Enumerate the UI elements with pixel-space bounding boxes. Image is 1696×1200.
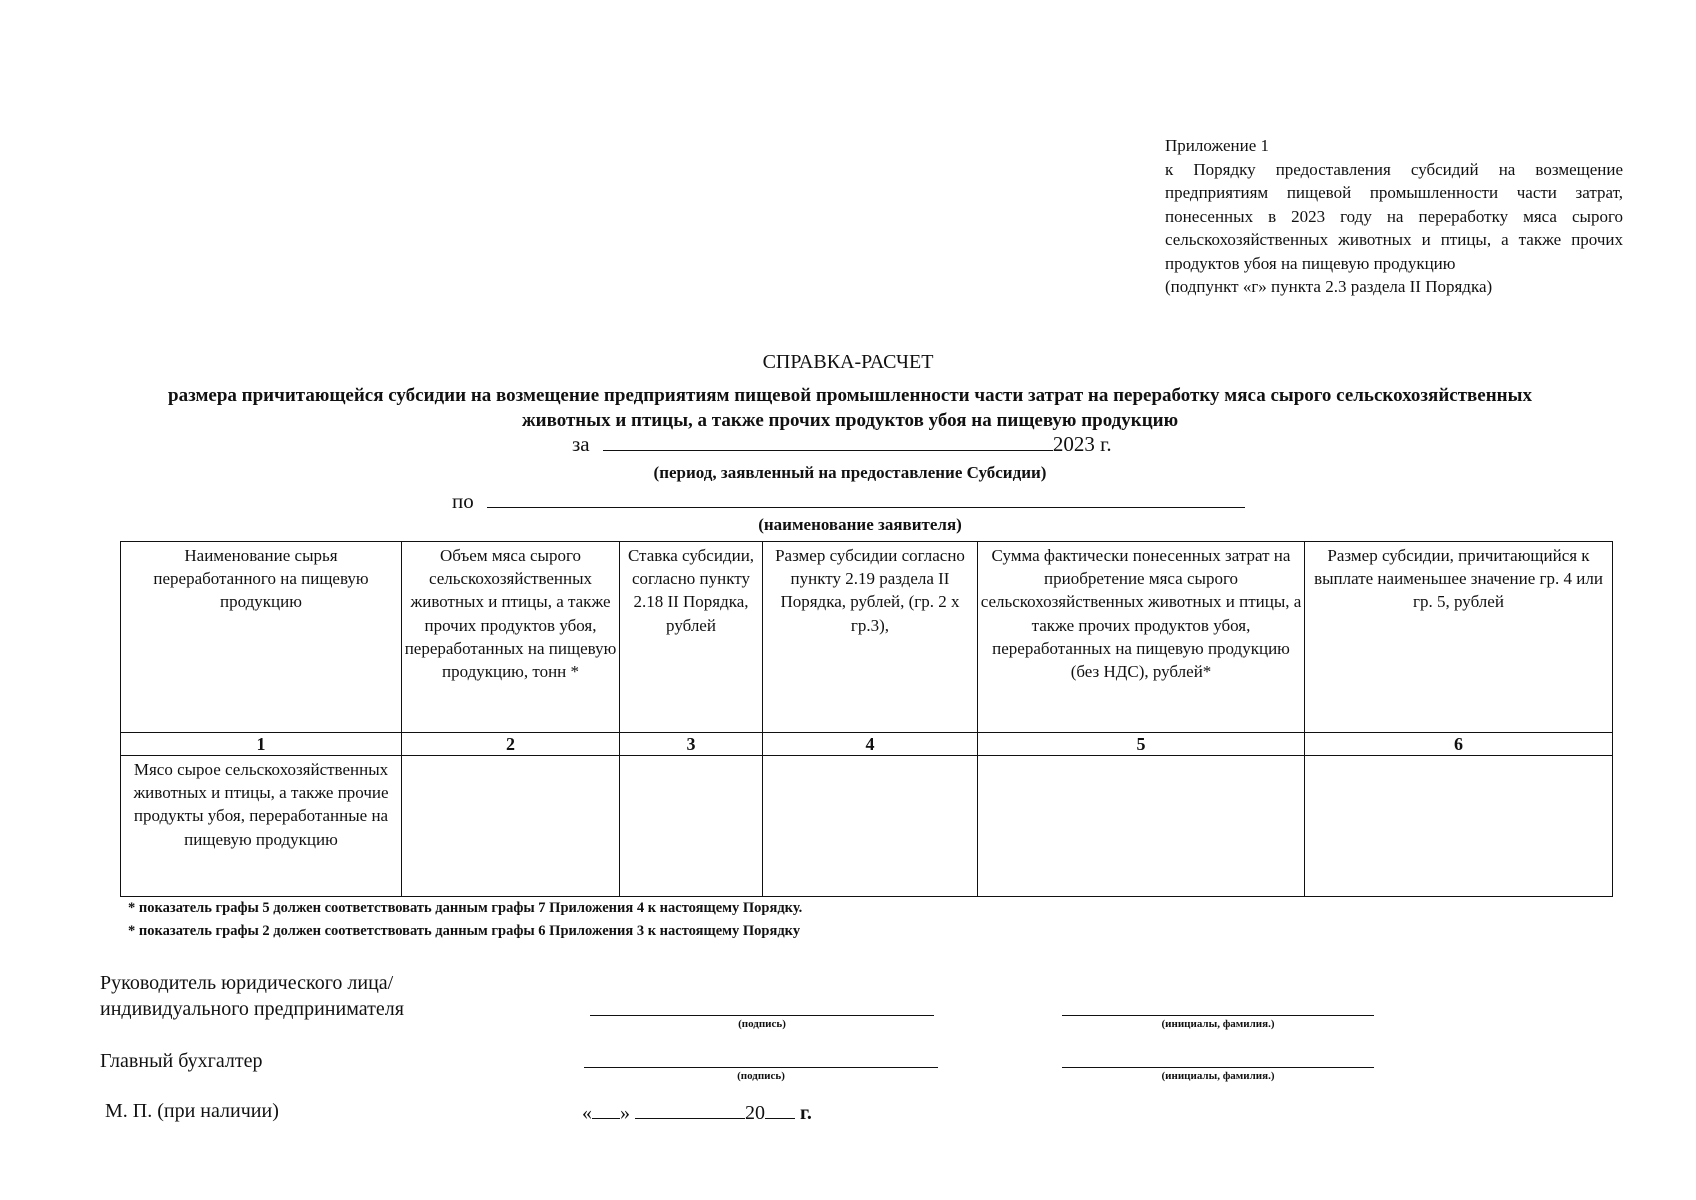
subsidy-table	[120, 541, 1613, 897]
actual-costs-cell[interactable]	[978, 756, 1305, 897]
document-subtitle	[95, 383, 1605, 433]
header-cell: Наименование сырья переработанного на пищевую продукцию	[121, 542, 402, 733]
column-number: 1	[121, 733, 402, 756]
date-month-field[interactable]	[635, 1100, 745, 1119]
document-title: СПРАВКА-РАСЧЕТ	[762, 351, 934, 373]
date-line	[582, 1100, 812, 1125]
appendix-title: Приложение 1	[1165, 136, 1269, 155]
accountant-role: Главный бухгалтер	[100, 1050, 263, 1072]
raw-material-cell: Мясо сырое сельскохозяйственных животных и птицы, а также прочие продукты убоя, переработанные на пищевую продукцию	[121, 756, 402, 897]
period-field[interactable]	[603, 430, 1053, 451]
subtitle-line-1: размера причитающейся субсидии на возмещение предприятиям пищевой промышленности части затрат на переработку мяса сырого сельскохозяйственных	[168, 385, 1532, 406]
volume-cell[interactable]	[402, 756, 620, 897]
subsidy-size-cell[interactable]	[763, 756, 978, 897]
head-signature-caption: (подпись)	[738, 1018, 786, 1030]
head-role	[100, 970, 404, 1022]
table-row	[121, 756, 1613, 897]
date-year-field[interactable]	[765, 1100, 795, 1119]
applicant-caption: (наименование заявителя)	[758, 515, 962, 534]
period-prefix: за	[572, 432, 590, 456]
header-cell: Размер субсидии согласно пункту 2.19 раздела II Порядка, рублей, (гр. 2 х гр.3),	[763, 542, 978, 733]
head-name-line[interactable]	[1062, 1015, 1374, 1016]
rate-cell[interactable]	[620, 756, 763, 897]
footnote-1: * показатель графы 5 должен соответствовать данным графы 7 Приложения 4 к настоящему Порядку.	[128, 900, 803, 916]
column-number: 2	[402, 733, 620, 756]
column-number: 3	[620, 733, 763, 756]
column-number: 4	[763, 733, 978, 756]
date-day-field[interactable]	[592, 1100, 620, 1119]
subtitle-line-2: животных и птицы, а также прочих продуктов убоя на пищевую продукцию	[521, 410, 1179, 431]
column-number: 6	[1305, 733, 1613, 756]
accountant-signature-caption: (подпись)	[737, 1070, 785, 1082]
period-caption: (период, заявленный на предоставление Субсидии)	[653, 463, 1047, 482]
column-number: 5	[978, 733, 1305, 756]
head-role-line-2: индивидуального предпринимателя	[100, 998, 404, 1020]
head-signature-line[interactable]	[590, 1015, 934, 1016]
header-cell: Сумма фактически понесенных затрат на приобретение мяса сырого сельскохозяйственных животных и птицы, а также прочих продуктов убоя, переработанных на пищевую продукцию (без НДС), рублей*	[978, 542, 1305, 733]
footnote-2: * показатель графы 2 должен соответствовать данным графы 6 Приложения 3 к настоящему Порядку	[128, 923, 801, 939]
date-year-suffix: г.	[800, 1102, 812, 1124]
head-role-line-1: Руководитель юридического лица/	[100, 972, 394, 994]
period-line	[572, 430, 1132, 457]
date-close-quote: »	[620, 1102, 630, 1124]
appendix-reference: (подпункт «г» пункта 2.3 раздела II Порядка)	[1165, 277, 1493, 296]
table-header-row	[121, 542, 1613, 733]
subsidy-payable-cell[interactable]	[1305, 756, 1613, 897]
accountant-name-line[interactable]	[1062, 1067, 1374, 1068]
period-suffix: 2023 г.	[1052, 432, 1112, 456]
appendix-body: к Порядку предоставления субсидий на возмещение предприятиям пищевой промышленности части затрат, понесенных в 2023 году на переработку мяса сырого сельскохозяйственных животных и птицы, а также прочих продуктов убоя на пищевую продукцию	[1165, 159, 1623, 273]
date-open-quote: «	[582, 1102, 592, 1124]
applicant-prefix: по	[452, 489, 474, 513]
header-cell: Размер субсидии, причитающийся к выплате наименьшее значение гр. 4 или гр. 5, рублей	[1305, 542, 1613, 733]
applicant-line	[452, 487, 1252, 514]
stamp-label: М. П. (при наличии)	[105, 1100, 279, 1122]
column-number-row	[121, 733, 1613, 756]
applicant-field[interactable]	[487, 487, 1245, 508]
accountant-name-caption: (инициалы, фамилия.)	[1161, 1070, 1275, 1082]
header-cell: Ставка субсидии, согласно пункту 2.18 II Порядка, рублей	[620, 542, 763, 733]
accountant-signature-line[interactable]	[584, 1067, 938, 1068]
appendix-block	[1165, 134, 1623, 299]
header-cell: Объем мяса сырого сельскохозяйственных животных и птицы, а также прочих продуктов убоя, переработанных на пищевую продукцию, тонн *	[402, 542, 620, 733]
date-year-prefix: 20	[745, 1102, 765, 1124]
head-name-caption: (инициалы, фамилия.)	[1161, 1018, 1275, 1030]
